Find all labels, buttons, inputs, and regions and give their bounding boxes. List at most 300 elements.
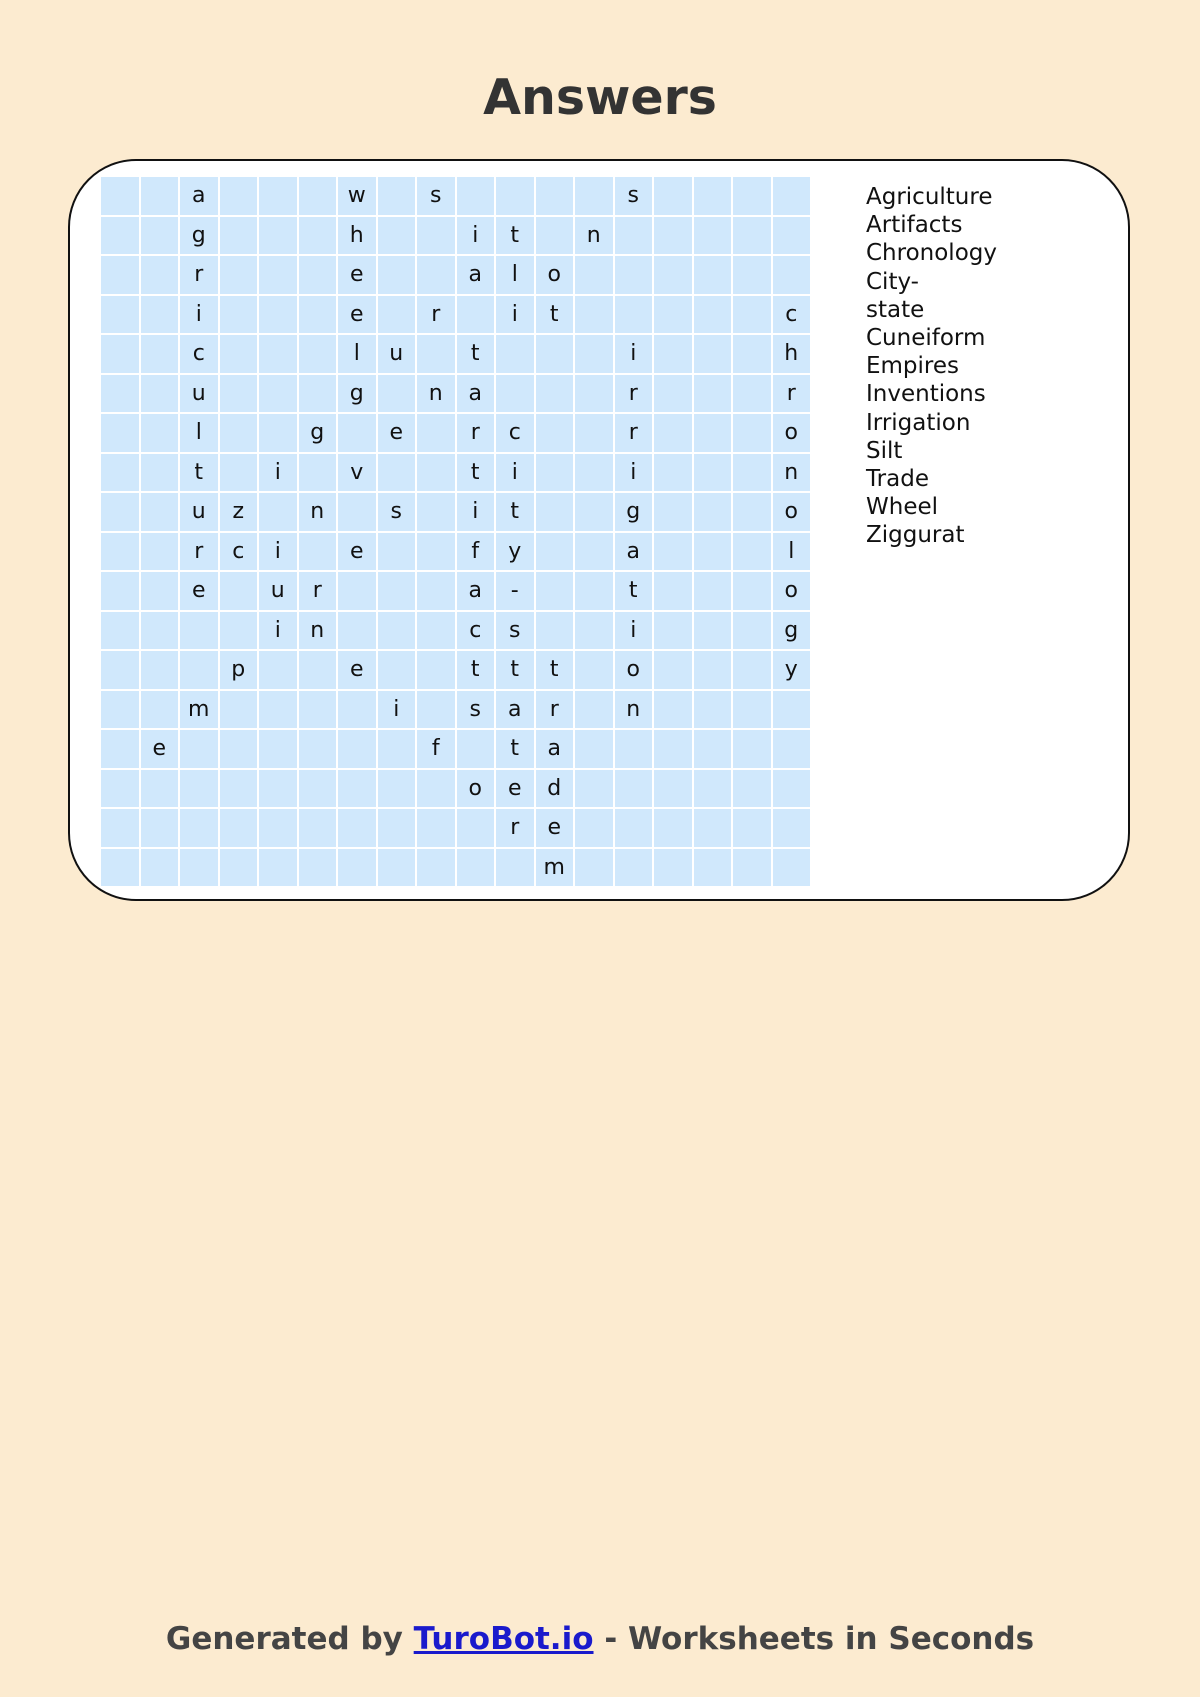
grid-cell (654, 572, 692, 610)
grid-cell (694, 770, 732, 808)
word-list-item: state (866, 296, 925, 323)
grid-cell (575, 335, 613, 373)
grid-cell: r (457, 414, 495, 452)
grid-cell (220, 849, 258, 887)
grid-cell (457, 849, 495, 887)
grid-cell (496, 177, 534, 215)
grid-cell (615, 730, 653, 768)
grid-cell: s (496, 612, 534, 650)
grid-cell (417, 256, 455, 294)
grid-cell: l (773, 533, 811, 571)
grid-cell (180, 809, 218, 847)
grid-cell (417, 809, 455, 847)
grid-cell: i (259, 454, 297, 492)
grid-cell: c (180, 335, 218, 373)
grid-cell: n (417, 375, 455, 413)
grid-cell (615, 296, 653, 334)
grid-cell: - (496, 572, 534, 610)
footer-prefix: Generated by (165, 1621, 403, 1657)
grid-cell: t (615, 572, 653, 610)
grid-cell (141, 572, 179, 610)
grid-cell: e (338, 256, 376, 294)
grid-cell (259, 651, 297, 689)
word-list-item: Silt (866, 437, 903, 464)
grid-cell (694, 493, 732, 531)
grid-cell: z (220, 493, 258, 531)
grid-cell: c (496, 414, 534, 452)
grid-cell (654, 335, 692, 373)
grid-cell: a (180, 177, 218, 215)
grid-cell (733, 335, 771, 373)
grid-cell: t (457, 335, 495, 373)
grid-cell: e (496, 770, 534, 808)
grid-cell (378, 651, 416, 689)
grid-cell: h (773, 335, 811, 373)
grid-cell (575, 612, 613, 650)
grid-cell (259, 296, 297, 334)
grid-cell (694, 533, 732, 571)
grid-cell: o (615, 651, 653, 689)
grid-cell (457, 296, 495, 334)
grid-cell: n (575, 217, 613, 255)
grid-cell: w (338, 177, 376, 215)
grid-cell (101, 454, 139, 492)
turobot-link[interactable]: TuroBot.io (413, 1621, 594, 1657)
grid-cell (220, 730, 258, 768)
grid-cell (733, 612, 771, 650)
grid-cell: u (180, 493, 218, 531)
grid-cell (180, 730, 218, 768)
grid-cell (694, 730, 732, 768)
grid-cell (259, 217, 297, 255)
grid-cell (654, 454, 692, 492)
grid-cell (733, 533, 771, 571)
grid-cell: t (457, 651, 495, 689)
word-list-item: City- (866, 268, 919, 295)
grid-cell (536, 375, 574, 413)
grid-cell: u (378, 335, 416, 373)
grid-cell: o (773, 572, 811, 610)
grid-cell: r (615, 375, 653, 413)
grid-cell (575, 691, 613, 729)
grid-cell: i (457, 217, 495, 255)
grid-cell: g (615, 493, 653, 531)
grid-cell (259, 849, 297, 887)
grid-cell: t (457, 454, 495, 492)
grid-cell (378, 256, 416, 294)
grid-cell (694, 375, 732, 413)
grid-cell (338, 572, 376, 610)
grid-cell (220, 177, 258, 215)
grid-cell (654, 493, 692, 531)
grid-cell (141, 651, 179, 689)
grid-cell (299, 770, 337, 808)
grid-cell: t (536, 651, 574, 689)
grid-cell (101, 770, 139, 808)
grid-cell: t (496, 493, 534, 531)
grid-cell (338, 730, 376, 768)
grid-cell (338, 612, 376, 650)
grid-cell (299, 651, 337, 689)
grid-cell (141, 335, 179, 373)
grid-cell (575, 809, 613, 847)
grid-cell (694, 612, 732, 650)
grid-cell: r (615, 414, 653, 452)
footer-suffix: - Worksheets in Seconds (604, 1621, 1035, 1657)
word-list-item: Artifacts (866, 212, 963, 239)
grid-cell (694, 296, 732, 334)
grid-cell (654, 375, 692, 413)
word-list-item: Wheel (866, 494, 939, 521)
grid-cell (694, 809, 732, 847)
page-title: Answers (483, 69, 717, 126)
grid-cell: n (299, 493, 337, 531)
word-list-item: Empires (866, 353, 960, 380)
grid-cell (141, 256, 179, 294)
grid-cell (575, 177, 613, 215)
grid-cell (378, 849, 416, 887)
grid-cell (141, 770, 179, 808)
grid-cell (338, 691, 376, 729)
grid-cell: c (457, 612, 495, 650)
grid-cell: a (536, 730, 574, 768)
grid-cell (259, 730, 297, 768)
grid-cell (536, 533, 574, 571)
grid-cell (615, 256, 653, 294)
grid-cell (417, 572, 455, 610)
grid-cell (733, 296, 771, 334)
grid-cell (496, 335, 534, 373)
grid-cell: s (378, 493, 416, 531)
grid-cell (615, 770, 653, 808)
grid-cell (259, 770, 297, 808)
grid-cell (694, 849, 732, 887)
grid-cell (220, 770, 258, 808)
grid-cell: e (338, 296, 376, 334)
grid-cell (101, 809, 139, 847)
grid-cell: e (141, 730, 179, 768)
grid-cell (694, 217, 732, 255)
grid-cell: r (496, 809, 534, 847)
grid-cell (417, 612, 455, 650)
grid-cell (496, 849, 534, 887)
grid-cell (378, 296, 416, 334)
grid-cell (220, 572, 258, 610)
grid-cell (338, 849, 376, 887)
grid-cell: r (773, 375, 811, 413)
grid-cell (378, 533, 416, 571)
grid-cell (378, 809, 416, 847)
grid-cell: n (299, 612, 337, 650)
grid-cell: i (180, 296, 218, 334)
grid-cell: l (496, 256, 534, 294)
grid-cell (299, 809, 337, 847)
grid-cell (773, 809, 811, 847)
grid-cell: o (773, 493, 811, 531)
grid-cell: i (615, 454, 653, 492)
grid-cell (773, 730, 811, 768)
grid-cell (654, 414, 692, 452)
grid-cell (141, 691, 179, 729)
grid-cell (654, 770, 692, 808)
grid-cell (575, 256, 613, 294)
grid-cell (575, 296, 613, 334)
word-list-item: Inventions (866, 381, 986, 408)
grid-cell (694, 572, 732, 610)
grid-cell (733, 691, 771, 729)
grid-cell (101, 217, 139, 255)
grid-cell (575, 651, 613, 689)
grid-cell (141, 375, 179, 413)
grid-cell: l (180, 414, 218, 452)
grid-cell (101, 375, 139, 413)
grid-cell (773, 770, 811, 808)
grid-cell (575, 414, 613, 452)
grid-cell (536, 217, 574, 255)
grid-cell (457, 177, 495, 215)
grid-cell (220, 414, 258, 452)
grid-cell (299, 217, 337, 255)
grid-cell (101, 691, 139, 729)
grid-cell (141, 217, 179, 255)
grid-cell (141, 809, 179, 847)
grid-cell: u (259, 572, 297, 610)
grid-cell (654, 533, 692, 571)
grid-cell: a (496, 691, 534, 729)
word-search-grid (101, 177, 810, 886)
grid-cell: t (180, 454, 218, 492)
grid-cell (141, 414, 179, 452)
grid-cell (575, 770, 613, 808)
grid-cell (378, 730, 416, 768)
grid-cell (101, 730, 139, 768)
grid-cell: n (615, 691, 653, 729)
grid-cell (259, 256, 297, 294)
grid-cell (733, 493, 771, 531)
grid-cell (733, 177, 771, 215)
grid-cell (141, 493, 179, 531)
grid-cell (654, 849, 692, 887)
grid-cell: a (457, 572, 495, 610)
grid-cell: v (338, 454, 376, 492)
grid-cell (101, 335, 139, 373)
grid-cell: o (773, 414, 811, 452)
grid-cell: e (338, 533, 376, 571)
grid-cell (654, 296, 692, 334)
grid-cell (299, 849, 337, 887)
grid-cell (417, 691, 455, 729)
grid-cell: g (180, 217, 218, 255)
grid-cell (575, 849, 613, 887)
grid-cell (101, 414, 139, 452)
grid-cell (773, 256, 811, 294)
grid-cell (694, 454, 732, 492)
grid-cell (220, 296, 258, 334)
grid-cell: a (457, 375, 495, 413)
grid-cell (259, 375, 297, 413)
grid-cell (338, 770, 376, 808)
grid-cell: i (615, 612, 653, 650)
grid-cell: e (378, 414, 416, 452)
grid-cell: m (180, 691, 218, 729)
grid-cell (220, 454, 258, 492)
grid-cell (338, 493, 376, 531)
grid-cell (733, 651, 771, 689)
grid-cell (378, 217, 416, 255)
grid-cell (654, 651, 692, 689)
grid-cell (773, 217, 811, 255)
grid-cell (536, 177, 574, 215)
grid-cell (101, 177, 139, 215)
grid-cell (101, 849, 139, 887)
grid-cell: e (338, 651, 376, 689)
grid-cell (457, 730, 495, 768)
grid-cell (378, 770, 416, 808)
grid-cell (417, 414, 455, 452)
grid-cell (417, 651, 455, 689)
grid-cell (220, 375, 258, 413)
grid-cell (299, 335, 337, 373)
word-list-item: Trade (866, 466, 929, 493)
grid-cell (299, 296, 337, 334)
grid-cell (773, 177, 811, 215)
grid-cell (733, 770, 771, 808)
grid-cell (694, 414, 732, 452)
word-list-item: Agriculture (866, 184, 993, 210)
grid-cell: u (180, 375, 218, 413)
grid-cell (378, 454, 416, 492)
grid-cell (299, 454, 337, 492)
grid-cell: r (180, 256, 218, 294)
grid-cell: e (536, 809, 574, 847)
grid-cell (141, 296, 179, 334)
grid-cell: g (299, 414, 337, 452)
grid-cell (101, 533, 139, 571)
grid-cell: g (338, 375, 376, 413)
grid-cell (536, 493, 574, 531)
grid-cell (299, 691, 337, 729)
grid-cell (141, 612, 179, 650)
grid-cell (141, 533, 179, 571)
grid-cell (259, 691, 297, 729)
grid-cell (101, 256, 139, 294)
grid-cell (733, 572, 771, 610)
grid-cell (575, 572, 613, 610)
grid-cell: h (338, 217, 376, 255)
grid-cell (417, 770, 455, 808)
grid-cell: t (536, 296, 574, 334)
grid-cell (180, 849, 218, 887)
grid-cell (575, 454, 613, 492)
grid-cell (654, 256, 692, 294)
grid-cell: i (496, 296, 534, 334)
grid-cell (457, 809, 495, 847)
grid-cell (773, 849, 811, 887)
grid-cell: c (773, 296, 811, 334)
grid-cell: i (259, 533, 297, 571)
word-list-item: Chronology (866, 240, 997, 267)
grid-cell (615, 809, 653, 847)
grid-cell (299, 533, 337, 571)
grid-cell (338, 809, 376, 847)
grid-cell (733, 414, 771, 452)
grid-cell (101, 651, 139, 689)
grid-cell (220, 612, 258, 650)
grid-cell (773, 691, 811, 729)
grid-cell: a (615, 533, 653, 571)
grid-cell (101, 296, 139, 334)
grid-cell (299, 730, 337, 768)
grid-cell: f (417, 730, 455, 768)
grid-cell (654, 217, 692, 255)
grid-cell (299, 177, 337, 215)
grid-cell (575, 493, 613, 531)
grid-cell (575, 533, 613, 571)
grid-cell: i (259, 612, 297, 650)
grid-cell (220, 335, 258, 373)
grid-cell (259, 177, 297, 215)
grid-cell: f (457, 533, 495, 571)
grid-cell (654, 612, 692, 650)
grid-cell: r (299, 572, 337, 610)
grid-cell (536, 454, 574, 492)
word-list-item: Cuneiform (866, 325, 986, 352)
grid-cell (299, 256, 337, 294)
grid-cell (141, 454, 179, 492)
grid-cell (536, 572, 574, 610)
grid-cell: t (496, 651, 534, 689)
grid-cell (417, 454, 455, 492)
grid-cell (733, 454, 771, 492)
grid-cell (733, 809, 771, 847)
grid-cell: r (180, 533, 218, 571)
grid-cell (654, 177, 692, 215)
grid-cell (180, 612, 218, 650)
grid-cell (220, 809, 258, 847)
grid-cell: i (378, 691, 416, 729)
grid-cell: o (457, 770, 495, 808)
grid-cell (101, 612, 139, 650)
grid-cell (378, 572, 416, 610)
grid-cell: s (417, 177, 455, 215)
grid-cell (654, 730, 692, 768)
footer (0, 1617, 1200, 1661)
grid-cell (220, 691, 258, 729)
word-list (866, 183, 997, 550)
grid-cell: i (457, 493, 495, 531)
grid-cell (378, 177, 416, 215)
grid-cell (615, 217, 653, 255)
grid-cell (417, 493, 455, 531)
grid-cell (694, 691, 732, 729)
grid-cell (141, 177, 179, 215)
grid-cell (536, 335, 574, 373)
grid-cell: r (536, 691, 574, 729)
grid-cell: o (536, 256, 574, 294)
grid-cell: r (417, 296, 455, 334)
grid-cell (180, 651, 218, 689)
grid-cell (259, 493, 297, 531)
grid-cell (220, 217, 258, 255)
grid-cell (141, 849, 179, 887)
grid-cell (733, 217, 771, 255)
grid-cell (299, 375, 337, 413)
grid-cell (378, 612, 416, 650)
grid-cell (654, 809, 692, 847)
grid-cell (259, 414, 297, 452)
grid-cell: l (338, 335, 376, 373)
grid-cell: t (496, 730, 534, 768)
